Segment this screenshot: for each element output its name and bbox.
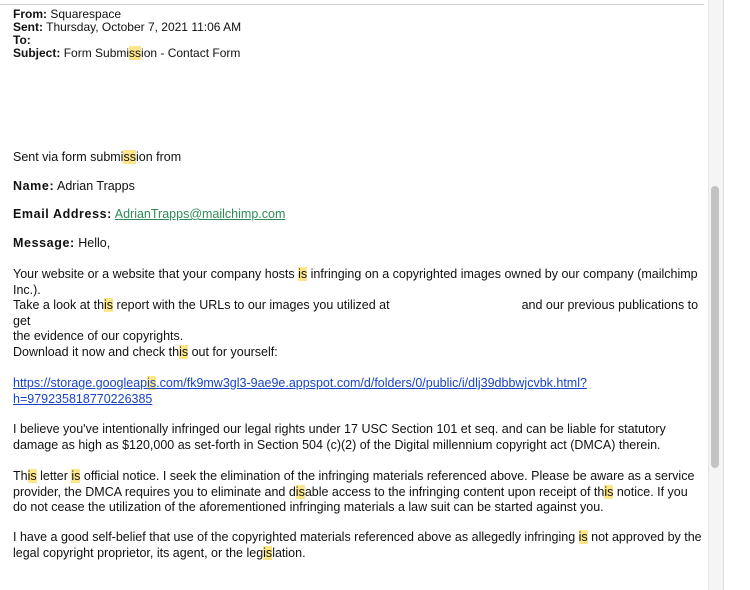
p5-highlight-4: is <box>604 484 614 499</box>
p2-text-a: Take a look at th <box>13 298 105 312</box>
download-link[interactable] <box>13 376 587 406</box>
sent-row <box>13 21 241 34</box>
subject-label: Subject: <box>13 46 61 60</box>
sent-via-line <box>13 150 703 166</box>
p2-text-b: report with the URLs to our images you utilized at <box>113 298 390 312</box>
link-text-a: https://storage.googleap <box>13 376 148 390</box>
paragraph-2 <box>13 298 703 345</box>
email-label: Email Address: <box>13 207 112 221</box>
paragraph-3 <box>13 345 703 361</box>
p5-highlight-2: is <box>71 469 81 483</box>
email-link[interactable]: AdrianTrapps@mailchimp.com <box>114 207 286 221</box>
link-highlight: is <box>147 376 157 390</box>
p5-text-a: Th <box>13 469 28 483</box>
paragraph-6 <box>13 530 703 561</box>
p2-text-c: and our previous publications to get <box>13 298 699 328</box>
p6-highlight: is <box>578 530 588 544</box>
to-label: To: <box>13 33 31 47</box>
sent-via-text-b: ion from <box>135 150 182 164</box>
subject-highlight: ss <box>129 46 142 60</box>
p6-highlight-2: is <box>263 545 273 560</box>
p1-highlight: is <box>298 267 308 281</box>
p2-highlight: is <box>104 298 114 312</box>
header-divider <box>0 4 704 5</box>
paragraph-1 <box>13 267 703 298</box>
p3-text-a: Download it now and check th <box>13 345 180 359</box>
subject-row <box>13 47 241 60</box>
p5-highlight-1: is <box>27 469 37 483</box>
right-pane-edge <box>723 0 750 590</box>
link-text-b: .com/fk9mw3gl3-9ae9e.appspot.com/d/folders/0/public/i/dlj39dbbwjcvbk.html? <box>156 376 587 390</box>
sent-value: Thursday, October 7, 2021 11:06 AM <box>46 20 242 34</box>
message-line <box>13 236 703 252</box>
link-text-c: h=979235818770226385 <box>13 391 153 406</box>
message-value: Hello, <box>78 236 111 250</box>
email-header <box>13 8 241 60</box>
subject-text-b: ion - Contact Form <box>141 46 241 60</box>
name-value: Adrian Trapps <box>57 179 135 193</box>
p5-text-c: official notice. I seek the elimination of the infringing materials referenced above. Please be aware as a service provider, the DMCA requires you to eliminate and d <box>13 469 695 499</box>
paragraph-5 <box>13 469 703 516</box>
p5-text-e: notice. If you do not cease the utilization of the aforementioned infringing materials a law suit can be started against you. <box>13 484 688 514</box>
from-label: From: <box>13 7 47 21</box>
scrollbar-thumb[interactable] <box>711 186 719 468</box>
p1-text-a: Your website or a website that your company hosts <box>13 267 299 281</box>
subject-text-a: Form Submi <box>63 46 130 60</box>
from-value: Squarespace <box>50 7 122 21</box>
p2-text-d: the evidence of our copyrights. <box>13 329 184 343</box>
subject-value <box>64 46 241 60</box>
p6-text-b: not approved by the legal copyright proprietor, its agent, or the leg <box>13 530 702 560</box>
p5-text-d: able access to the infringing content upon receipt of th <box>304 484 605 499</box>
sent-via-highlight: ss <box>123 150 136 164</box>
download-link-line <box>13 376 703 407</box>
name-label: Name: <box>13 179 55 193</box>
sent-label: Sent: <box>13 20 43 34</box>
message-label: Message: <box>13 236 75 250</box>
p3-highlight: is <box>179 345 189 359</box>
paragraph-4: I believe you've intentionally infringed our legal rights under 17 USC Section 101 et seq. and can be liable for statutory damage as high as $120,000 as set-forth in Section 504 (c)(2) of the Digital millennium copyright act (DMCA) therein. <box>13 422 666 452</box>
p1-text-b: infringing on a copyrighted images owned by our company (mailchimp Inc.). <box>13 267 698 297</box>
sent-via-text-a: Sent via form submi <box>13 150 124 164</box>
email-line <box>13 207 703 223</box>
p6-text-a: I have a good self-belief that use of the copyrighted materials referenced above as allegedly infringing <box>13 530 579 544</box>
name-line <box>13 179 703 195</box>
p5-highlight-3: is <box>295 484 305 499</box>
p6-text-c: lation. <box>272 545 306 560</box>
p3-text-b: out for yourself: <box>188 345 278 359</box>
p5-text-b: letter <box>36 469 72 483</box>
